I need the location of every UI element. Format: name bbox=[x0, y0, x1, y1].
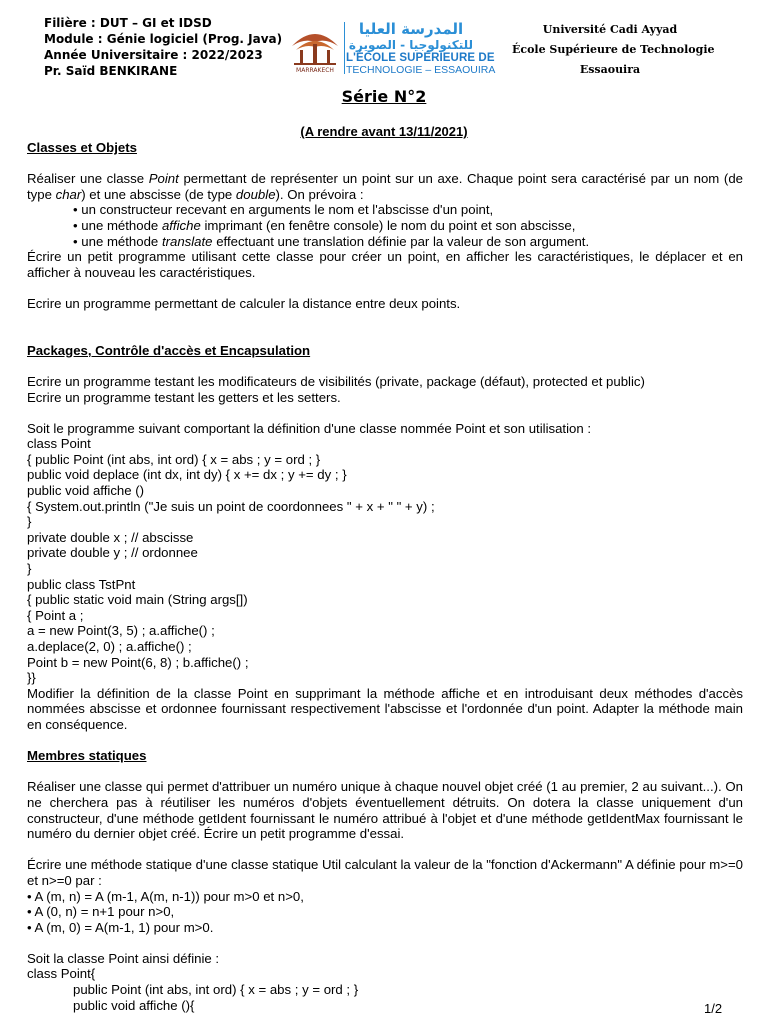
code-line: a.deplace(2, 0) ; a.affiche() ; bbox=[27, 639, 192, 654]
code-line: } bbox=[27, 561, 32, 577]
code-line: a = new Point(3, 5) ; a.affiche() ; bbox=[27, 623, 215, 639]
header-line: Pr. Saïd BENKIRANE bbox=[44, 64, 178, 78]
code-line: public void affiche () bbox=[27, 483, 145, 499]
paragraph: Ecrire un programme testant les getters et les setters. bbox=[27, 389, 341, 405]
paragraph: Ecrire un programme permettant de calculer la distance entre deux points. bbox=[27, 295, 461, 311]
code-line: { System.out.println ("Je suis un point de coordonnees " + x + " " + y) ; bbox=[27, 498, 435, 514]
code-line: }} bbox=[27, 670, 36, 686]
code-line: } bbox=[27, 514, 32, 530]
logo-french-line: TECHNOLOGIE – ESSAOUIRA bbox=[346, 64, 496, 76]
list-item: • un constructeur recevant en arguments le nom et l'abscisse d'un point, bbox=[73, 202, 494, 218]
document-title: Série N°2 bbox=[341, 87, 427, 106]
code-line: { public static void main (String args[]) bbox=[27, 592, 248, 608]
page-number: 1/2 bbox=[704, 1001, 723, 1016]
header-university-info bbox=[512, 20, 715, 80]
code-line: private double y ; // ordonnee bbox=[27, 545, 198, 561]
logo-text-block bbox=[346, 20, 496, 76]
list-item: • une méthode translate effectuant une translation définie par la valeur de son argument. bbox=[73, 233, 590, 249]
paragraph: Modifier la définition de la classe Point en supprimant la méthode affiche et en introduisant deux méthodes d'accès nommées abscisse et ordonnee fournissant respectivement l'abscisse et l'ordonnée d'un point. Adapter la méthode main en conséquence. bbox=[27, 685, 743, 732]
header-line: Essaouira bbox=[579, 63, 641, 76]
paragraph: Écrire un petit programme utilisant cette classe pour créer un point, en afficher les caractéristiques, le déplacer et en afficher à nouveau les caractéristiques. bbox=[27, 249, 743, 280]
code-line: public class TstPnt bbox=[27, 576, 136, 592]
code-listing bbox=[27, 436, 743, 686]
code-line: private double x ; // abscisse bbox=[27, 529, 194, 545]
paragraph: Réaliser une classe Point permettant de représenter un point sur un axe. Chaque point sera caractérisé par un nom (de type char) et une abscisse (de type double). On prévoira : bbox=[27, 171, 743, 202]
code-line: { Point a ; bbox=[27, 607, 84, 623]
code-line: public void deplace (int dx, int dy) { x += dx ; y += dy ; } bbox=[27, 467, 347, 483]
list-item: • une méthode affiche imprimant (en fenêtre console) le nom du point et son abscisse, bbox=[73, 217, 576, 233]
school-logo bbox=[286, 20, 496, 78]
list-item: • A (m, 0) = A(m-1, 1) pour m>0. bbox=[27, 919, 214, 935]
header-line: Filière : DUT – GI et IDSD bbox=[44, 16, 212, 30]
paragraph: Ecrire un programme testant les modificateurs de visibilités (private, package (défaut), protected et public) bbox=[27, 373, 645, 389]
logo-city-label: MARRAKECH bbox=[296, 67, 334, 74]
list-item: • A (m, n) = A (m-1, A(m, n-1)) pour m>0 et n>0, bbox=[27, 888, 304, 904]
section-heading: Membres statiques bbox=[27, 748, 147, 764]
logo-arabic-line: للتكنولوجيا - الصويرة bbox=[348, 38, 474, 52]
code-line: Point b = new Point(6, 8) ; b.affiche() ; bbox=[27, 654, 249, 670]
document-body bbox=[27, 140, 743, 1013]
paragraph: Soit le programme suivant comportant la définition d'une classe nommée Point et son utilisation : bbox=[27, 420, 592, 436]
logo-french-line: L'ÉCOLE SUPÉRIEURE DE bbox=[346, 52, 495, 64]
header-line: Université Cadi Ayyad bbox=[542, 23, 678, 36]
code-line: class Point bbox=[27, 436, 91, 452]
section-heading: Packages, Contrôle d'accès et Encapsulation bbox=[27, 342, 311, 358]
list-item: • A (0, n) = n+1 pour n>0, bbox=[27, 904, 175, 920]
code-line: { public Point (int abs, int ord) { x = abs ; y = ord ; } bbox=[27, 451, 321, 467]
header-line: Année Universitaire : 2022/2023 bbox=[44, 48, 263, 62]
paragraph: Réaliser une classe qui permet d'attribuer un numéro unique à chaque nouvel objet créé (1 au premier, 2 au suivant...). On ne cherchera pas à réutiliser les numéros d'objets éventuellement détruits. On dotera la classe uniquement d'un constructeur, d'une méthode getIdent fournissant le numéro attribué à l'objet et d'une méthode getIdentMax fournissant le numéro du dernier objet créé. Écrire un petit programme d'essai. bbox=[27, 779, 743, 842]
header-line: Module : Génie logiciel (Prog. Java) bbox=[44, 32, 283, 46]
logo-arabic-line: المدرسة العليا bbox=[358, 20, 464, 38]
header-course-info bbox=[44, 15, 282, 79]
code-line: class Point{ bbox=[27, 966, 96, 982]
code-line: public Point (int abs, int ord) { x = abs ; y = ord ; } bbox=[73, 982, 359, 998]
paragraph: Soit la classe Point ainsi définie : bbox=[27, 950, 220, 966]
logo-divider bbox=[344, 22, 345, 74]
deadline-note: (A rendre avant 13/11/2021) bbox=[300, 124, 468, 139]
paragraph: Écrire une méthode statique d'une classe statique Util calculant la valeur de la "fonction d'Ackermann" A définie pour m>=0 et n>=0 par : bbox=[27, 857, 743, 888]
header-line: École Supérieure de Technologie bbox=[512, 43, 715, 56]
code-line: public void affiche (){ bbox=[73, 997, 195, 1013]
section-heading: Classes et Objets bbox=[27, 140, 137, 155]
